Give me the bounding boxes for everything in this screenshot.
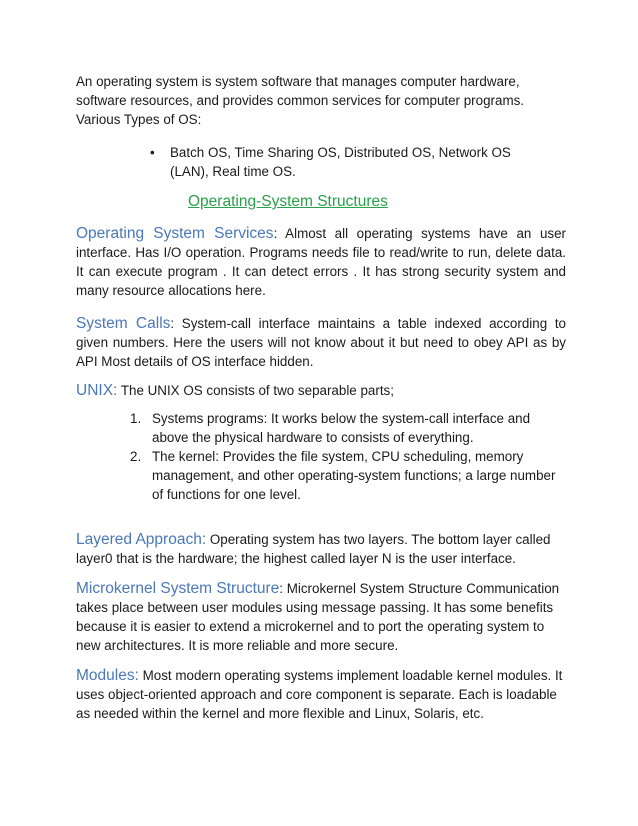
list-item bbox=[130, 409, 560, 447]
calls-text: System-call interface maintains a table indexed according to given numbers. Here the users will not know about it but need to obey API as by API Most details of OS interface hidden. bbox=[76, 316, 566, 369]
services-heading: Operating System Services bbox=[76, 225, 274, 242]
intro-text: An operating system is system software that manages computer hardware, software resources, and provides common services for computer programs. bbox=[76, 74, 525, 108]
unix-parts-list bbox=[130, 409, 560, 504]
services-paragraph bbox=[76, 224, 566, 300]
microkernel-sep: : bbox=[279, 581, 284, 596]
modules-heading: Modules: bbox=[76, 667, 139, 684]
bullet-icon: • bbox=[150, 145, 155, 160]
calls-sep: : bbox=[170, 316, 175, 331]
services-sep: : bbox=[273, 226, 278, 241]
item-number: 1. bbox=[130, 411, 142, 426]
list-item bbox=[148, 143, 548, 181]
intro-paragraph bbox=[76, 72, 566, 129]
unix-paragraph bbox=[76, 381, 566, 400]
unix-heading: UNIX: bbox=[76, 382, 118, 399]
calls-heading: System Calls bbox=[76, 315, 171, 332]
page-title: Operating-System Structures bbox=[188, 193, 388, 210]
layered-paragraph bbox=[76, 530, 566, 568]
unix-text: The UNIX OS consists of two separable parts; bbox=[117, 383, 394, 398]
os-types-list bbox=[148, 143, 548, 181]
item-number: 2. bbox=[130, 449, 142, 464]
modules-paragraph bbox=[76, 666, 566, 723]
services-text: Almost all operating systems have an user interface. Has I/O operation. Programs needs file to read/write to run, delete data. It can execute program . It can detect errors . It has strong security system and many resource allocations here. bbox=[76, 226, 567, 298]
item-text: The kernel: Provides the file system, CPU scheduling, memory management, and other operating-system functions; a large number of functions for one level. bbox=[152, 449, 556, 502]
bullet-text: Batch OS, Time Sharing OS, Distributed OS, Network OS (LAN), Real time OS. bbox=[170, 145, 511, 179]
item-text: Systems programs: It works below the system-call interface and above the physical hardware to consists of everything. bbox=[152, 411, 531, 445]
microkernel-paragraph bbox=[76, 579, 566, 655]
types-label: Various Types of OS: bbox=[76, 112, 202, 127]
modules-text: Most modern operating systems implement loadable kernel modules. It uses object-oriented approach and core component is separate. Each is loadable as needed within the kernel and more flexible and Linux, Solaris, etc. bbox=[76, 668, 563, 721]
layered-heading: Layered Approach: bbox=[76, 531, 207, 548]
list-item bbox=[130, 447, 560, 504]
microkernel-text: Microkernel System Structure Communication takes place between user modules using message passing. It has some benefits because it is easier to extend a microkernel and to port the operating system to new architectures. It is more reliable and more secure. bbox=[76, 581, 560, 653]
calls-paragraph bbox=[76, 314, 566, 371]
layered-text: Operating system has two layers. The bottom layer called layer0 that is the hardware; the highest called layer N is the user interface. bbox=[76, 532, 551, 566]
microkernel-heading: Microkernel System Structure bbox=[76, 580, 280, 597]
